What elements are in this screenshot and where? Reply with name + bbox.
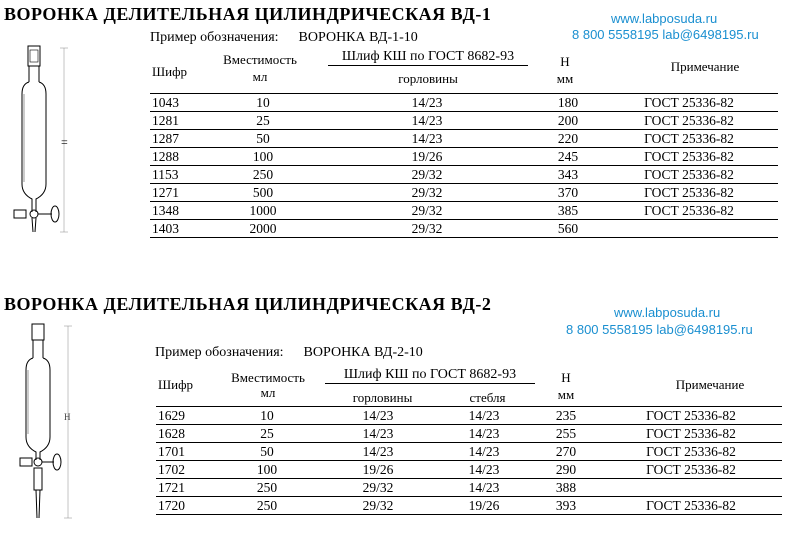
table-cell: 180 (536, 94, 600, 112)
table-cell: 1701 (156, 443, 214, 461)
section2-header-height-unit: мм (557, 387, 575, 402)
table-cell: 29/32 (318, 202, 536, 220)
section1-example-value: ВОРОНКА ВД-1-10 (298, 30, 418, 45)
section2-header-joint: Шлиф КШ по ГОСТ 8682-93 (325, 367, 535, 384)
section1-header-capacity-unit: мл (252, 69, 268, 84)
table-cell: ГОСТ 25336-82 (600, 94, 778, 112)
table-row (156, 461, 782, 479)
table-cell (600, 479, 782, 497)
table-row (156, 443, 782, 461)
section2-table (156, 406, 782, 515)
table-row (150, 202, 778, 220)
table-cell: 1721 (156, 479, 214, 497)
table-cell: 29/32 (320, 479, 436, 497)
table-cell: 1629 (156, 407, 214, 425)
section1-header-height-unit: мм (556, 71, 574, 86)
table-row (150, 94, 778, 112)
table-cell: 10 (214, 407, 320, 425)
table-cell: 50 (208, 130, 318, 148)
section2-website-link[interactable]: www.labposuda.ru (614, 305, 721, 320)
section2-header-capacity-unit: мл (260, 385, 276, 400)
section2-title: ВОРОНКА ДЕЛИТЕЛЬНАЯ ЦИЛИНДРИЧЕСКАЯ ВД-2 (4, 294, 492, 314)
table-row (150, 112, 778, 130)
table-row (150, 148, 778, 166)
table-row (150, 220, 778, 238)
table-cell: ГОСТ 25336-82 (600, 407, 782, 425)
table-cell: ГОСТ 25336-82 (600, 148, 778, 166)
table-cell: 1702 (156, 461, 214, 479)
table-cell: 2000 (208, 220, 318, 238)
section1-header-capacity: Вместимость (223, 52, 297, 67)
table-row (150, 184, 778, 202)
table-cell: 1043 (150, 94, 208, 112)
section1-header-height: Н (560, 54, 570, 69)
table-cell: 1153 (150, 166, 208, 184)
section1-example-label: Пример обозначения: (150, 30, 279, 45)
table-cell: 250 (208, 166, 318, 184)
table-cell: 25 (214, 425, 320, 443)
table-cell: ГОСТ 25336-82 (600, 184, 778, 202)
table-cell: 200 (536, 112, 600, 130)
table-cell: ГОСТ 25336-82 (600, 425, 782, 443)
table-cell: 1281 (150, 112, 208, 130)
table-cell: ГОСТ 25336-82 (600, 166, 778, 184)
table-cell: 1403 (150, 220, 208, 238)
table-cell: 29/32 (318, 184, 536, 202)
table-cell: 1628 (156, 425, 214, 443)
table-cell: 343 (536, 166, 600, 184)
table-row (150, 166, 778, 184)
funnel-vd2-drawing-icon (10, 322, 75, 522)
section2-header-note: Примечание (675, 377, 745, 392)
section1-header-neck: горловины (398, 71, 458, 86)
table-cell: 14/23 (318, 112, 536, 130)
section2-drawing-dimension-label: H (64, 412, 71, 422)
table-cell: 270 (532, 443, 600, 461)
section2-header-stem: стебля (469, 390, 506, 405)
table-row (150, 130, 778, 148)
table-cell: ГОСТ 25336-82 (600, 443, 782, 461)
table-cell: 14/23 (436, 407, 532, 425)
table-cell: ГОСТ 25336-82 (600, 461, 782, 479)
table-cell: 250 (214, 497, 320, 515)
table-cell: 500 (208, 184, 318, 202)
table-cell: 255 (532, 425, 600, 443)
table-cell: ГОСТ 25336-82 (600, 497, 782, 515)
table-cell: ГОСТ 25336-82 (600, 202, 778, 220)
table-cell: 14/23 (318, 130, 536, 148)
section2-header-neck: горловины (352, 390, 413, 405)
table-cell: 29/32 (318, 220, 536, 238)
table-cell: 1288 (150, 148, 208, 166)
table-cell: 100 (214, 461, 320, 479)
table-row (156, 407, 782, 425)
table-cell: 1000 (208, 202, 318, 220)
section1-example (150, 30, 418, 46)
section1-website-link[interactable]: www.labposuda.ru (611, 11, 718, 26)
section1-header-code: Шифр (152, 64, 187, 79)
table-cell: 14/23 (320, 425, 436, 443)
section2-header-code: Шифр (158, 377, 193, 392)
section2-header-capacity: Вместимость (231, 370, 305, 385)
table-cell: ГОСТ 25336-82 (600, 112, 778, 130)
table-cell: 1720 (156, 497, 214, 515)
table-cell: 14/23 (320, 407, 436, 425)
section1-header-joint: Шлиф КШ по ГОСТ 8682-93 (328, 49, 528, 66)
table-cell: 19/26 (320, 461, 436, 479)
table-cell: 14/23 (436, 443, 532, 461)
table-cell: 220 (536, 130, 600, 148)
table-cell: 25 (208, 112, 318, 130)
table-cell: 29/32 (320, 497, 436, 515)
table-cell: 393 (532, 497, 600, 515)
table-cell: 19/26 (436, 497, 532, 515)
section2-example-value: ВОРОНКА ВД-2-10 (303, 345, 423, 360)
table-cell: 1271 (150, 184, 208, 202)
table-cell: 29/32 (318, 166, 536, 184)
table-cell: 14/23 (436, 461, 532, 479)
table-cell: 370 (536, 184, 600, 202)
table-cell: 14/23 (318, 94, 536, 112)
table-cell: 14/23 (320, 443, 436, 461)
table-cell: 1348 (150, 202, 208, 220)
table-cell: 245 (536, 148, 600, 166)
table-cell (600, 220, 778, 238)
table-cell: 250 (214, 479, 320, 497)
table-row (156, 479, 782, 497)
section2-contacts[interactable]: 8 800 5558195 lab@6498195.ru (566, 322, 753, 337)
table-cell: 388 (532, 479, 600, 497)
section2-example (155, 345, 423, 361)
table-row (156, 425, 782, 443)
table-cell: 235 (532, 407, 600, 425)
section1-title: ВОРОНКА ДЕЛИТЕЛЬНАЯ ЦИЛИНДРИЧЕСКАЯ ВД-1 (4, 4, 492, 24)
table-cell: ГОСТ 25336-82 (600, 130, 778, 148)
table-row (156, 497, 782, 515)
section1-drawing-dimension-label: = (61, 135, 68, 149)
section2-header-height: Н (561, 370, 571, 385)
table-cell: 19/26 (318, 148, 536, 166)
table-cell: 10 (208, 94, 318, 112)
table-cell: 50 (214, 443, 320, 461)
table-cell: 14/23 (436, 479, 532, 497)
section2-example-label: Пример обозначения: (155, 345, 284, 360)
section1-contacts[interactable]: 8 800 5558195 lab@6498195.ru (572, 27, 759, 42)
table-cell: 385 (536, 202, 600, 220)
table-cell: 1287 (150, 130, 208, 148)
table-cell: 290 (532, 461, 600, 479)
table-cell: 560 (536, 220, 600, 238)
section1-table (150, 93, 778, 238)
table-cell: 100 (208, 148, 318, 166)
section1-header-note: Примечание (670, 59, 740, 74)
table-cell: 14/23 (436, 425, 532, 443)
